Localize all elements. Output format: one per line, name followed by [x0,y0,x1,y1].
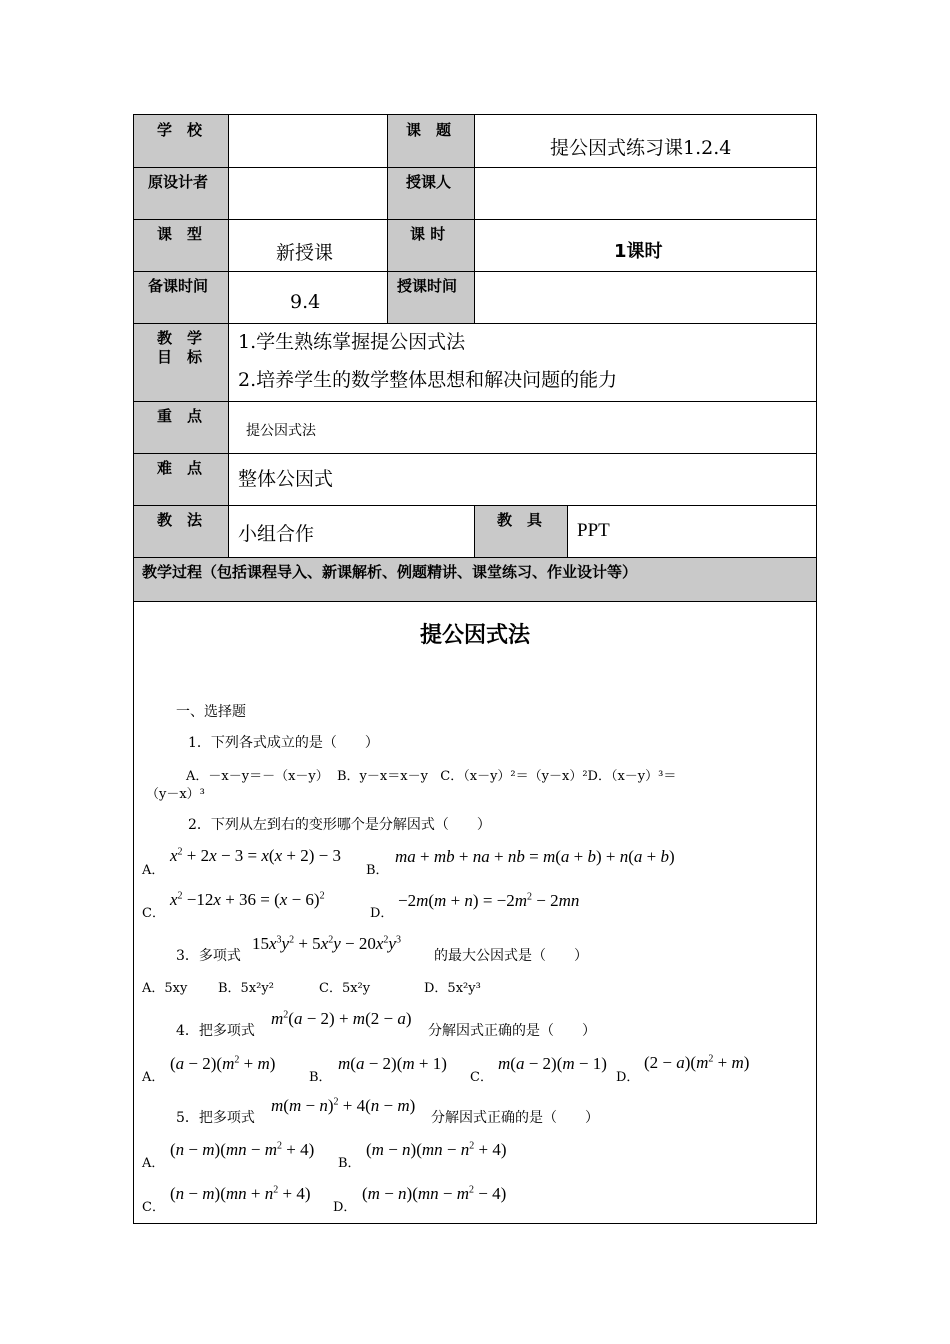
q3-option-c: C．5x²y [319,981,371,996]
key-label: 重 点 [157,407,203,425]
topic-label: 课 题 [406,121,452,139]
type-label: 课 型 [157,225,203,243]
key-value: 提公因式法 [246,423,316,439]
q4-option-c-formula: m(a − 2)(m − 1) [498,1054,607,1073]
question-1: 1．下列各式成立的是（ ） [188,735,379,751]
question-5-suffix: 分解因式正确的是（ ） [431,1110,599,1126]
table-rule [567,505,568,558]
table-rule [133,505,817,506]
section-heading: 一、选择题 [176,704,246,720]
process-label: 教学过程（包括课程导入、新课解析、例题精讲、课堂练习、作业设计等） [142,563,638,581]
option-letter-c: C． [142,906,165,921]
table-rule [228,114,229,558]
topic-value: 提公因式练习课1.2.4 [550,137,732,159]
q4-polynomial: $m^2(a - 2) + m(2 - a)$ [271,1009,412,1028]
question-2: 2．下列从左到右的变形哪个是分解因式（ ） [188,817,491,833]
q3-option-d: D．5x²y³ [424,981,481,996]
q4-option-b-formula: m(a − 2)(m + 1) [338,1054,447,1073]
question-5-prefix: 5．把多项式 [176,1110,255,1126]
content-title: 提公因式法 [419,623,530,648]
question-4-prefix: 4．把多项式 [176,1023,255,1039]
question-1-options: A．－x－y＝－（x－y） B．y－x＝x－y C．（x－y）²＝（y－x）²D．（x－y）³＝ [186,769,677,784]
table-rule [474,114,475,324]
goals-label-line1: 教 学 [157,329,203,347]
teach-time-label: 授课时间 [397,277,458,295]
table-rule [474,505,475,558]
q5-option-b-formula: $(m - n)(mn - n^2 + 4)$ [366,1140,507,1159]
table-rule [387,114,388,324]
table-rule [133,271,817,272]
hours-label: 课 时 [410,225,446,243]
question-3-suffix: 的最大公因式是（ ） [434,948,588,964]
option-letter-a: A． [142,1156,165,1171]
goal-1: 1.学生熟练掌握提公因式法 [238,331,466,353]
table-rule [133,401,817,402]
question-4-suffix: 分解因式正确的是（ ） [428,1023,596,1039]
option-letter-c: C． [142,1200,165,1215]
goals-label-line2: 目 标 [157,348,203,366]
designer-label: 原设计者 [148,173,209,191]
table-rule [133,219,817,220]
hours-value: 1课时 [614,241,663,262]
q5-option-d-formula: $(m - n)(mn - m^2 - 4)$ [362,1184,507,1203]
method-value: 小组合作 [238,523,315,545]
teacher-label: 授课人 [406,173,452,191]
table-rule [133,453,817,454]
goal-2: 2.培养学生的数学整体思想和解决问题的能力 [238,369,618,391]
q3-polynomial: $15x^3y^2 + 5x^2y - 20x^2y^3$ [252,934,401,953]
table-rule [133,601,817,602]
method-label: 教 法 [157,511,203,529]
option-letter-a: A． [142,863,165,878]
tools-value: PPT [577,520,610,541]
question-1-options-cont: （y－x）³ [146,787,205,802]
table-rule [133,167,817,168]
option-letter-b: B． [309,1070,332,1085]
q4-option-a-formula: $(a - 2)(m^2 + m)$ [170,1054,276,1073]
q2-option-b-formula: ma + mb + na + nb = m(a + b) + n(a + b) [395,847,675,866]
q5-option-a-formula: $(n - m)(mn - m^2 + 4)$ [170,1140,315,1159]
q2-option-d-formula: $-2m(m + n) = -2m^2 - 2mn$ [398,891,580,910]
school-label: 学 校 [157,121,203,139]
q3-option-a: A．5xy [142,981,188,996]
table-rule [133,557,817,558]
question-3-prefix: 3．多项式 [176,948,241,964]
option-letter-d: D． [616,1070,640,1085]
q2-option-c-formula: $x^2 -12x + 36 = (x - 6)^2$ [170,890,325,909]
difficulty-label: 难 点 [157,459,203,477]
option-letter-a: A． [142,1070,165,1085]
q3-option-b: B．5x²y² [218,981,274,996]
q5-option-c-formula: $(n - m)(mn + n^2 + 4)$ [170,1184,311,1203]
q2-option-a-formula: $x^2 + 2x - 3 = x(x + 2) - 3$ [170,846,341,865]
table-rule [133,323,817,324]
tools-label: 教 具 [497,511,543,529]
prep-time-value: 9.4 [290,291,321,313]
type-value: 新授课 [276,242,334,264]
q5-polynomial: $m(m - n)^2 + 4(n - m)$ [271,1096,416,1115]
difficulty-value: 整体公因式 [238,468,334,490]
prep-time-label: 备课时间 [148,277,209,295]
option-letter-d: D． [333,1200,357,1215]
option-letter-b: B． [366,863,389,878]
option-letter-d: D． [370,906,394,921]
q4-option-d-formula: $(2 - a)(m^2 + m)$ [644,1053,750,1072]
option-letter-c: C． [470,1070,493,1085]
option-letter-b: B． [338,1156,361,1171]
